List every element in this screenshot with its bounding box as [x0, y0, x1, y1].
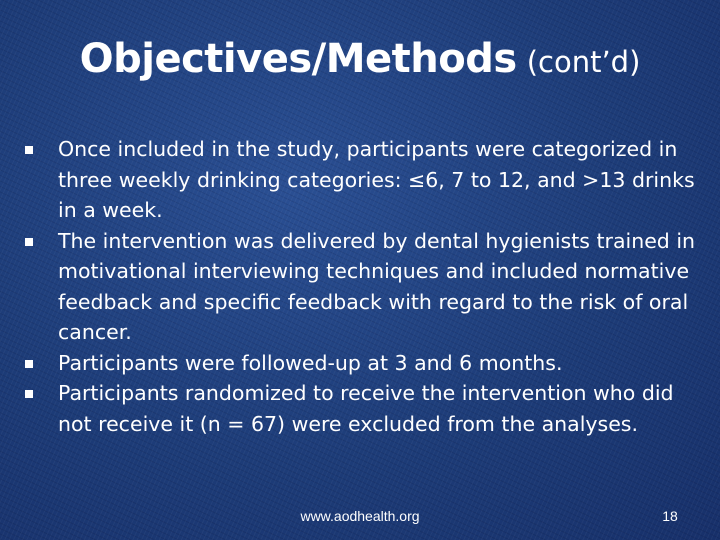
bullet-item: [0, 348, 698, 379]
slide-title: [0, 34, 720, 92]
square-bullet-icon: [25, 146, 33, 154]
bullet-text: Once included in the study, participants were categorized in three weekly drinking categories: ≤6, 7 to 12, and >13 drinks in a week.: [58, 137, 695, 222]
bullet-item: [0, 378, 698, 439]
square-bullet-icon: [25, 360, 33, 368]
footer-url: www.aodhealth.org: [300, 508, 420, 524]
page-number: 18: [662, 508, 678, 524]
slide-title-main: Objectives/Methods: [79, 36, 517, 82]
bullet-text: Participants randomized to receive the intervention who did not receive it (n = 67) were excluded from the analyses.: [58, 381, 674, 436]
bullet-item: [0, 226, 698, 348]
bullet-text: The intervention was delivered by dental hygienists trained in motivational interviewing techniques and included normative feedback and specific feedback with regard to the risk of oral cancer.: [58, 228, 696, 344]
square-bullet-icon: [25, 390, 33, 398]
slide-title-subtitle: (cont’d): [526, 45, 641, 79]
bullet-list: [0, 134, 720, 439]
bullet-item: [0, 134, 698, 226]
square-bullet-icon: [25, 238, 33, 246]
bullet-text: Participants were followed-up at 3 and 6 months.: [58, 350, 563, 375]
